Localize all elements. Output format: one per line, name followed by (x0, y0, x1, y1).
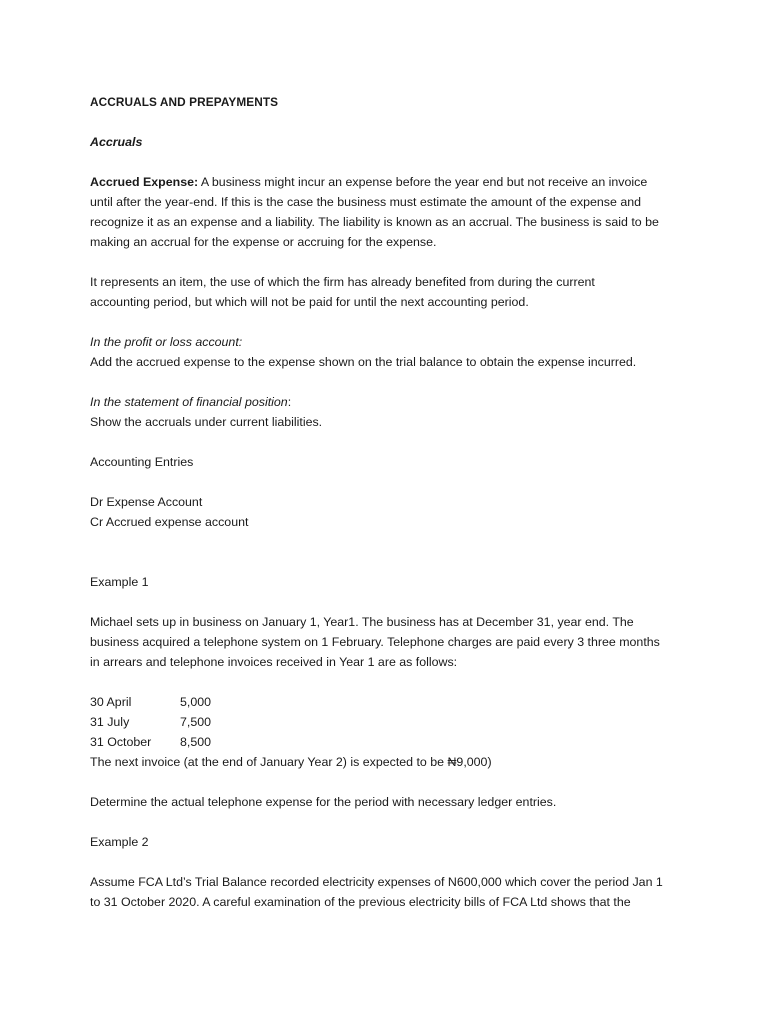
financial-position-heading-line (90, 392, 690, 412)
invoice-date: 31 July (90, 715, 130, 729)
accrued-expense-line-1 (90, 172, 690, 192)
represents-line-2: accounting period, but which will not be paid for until the next accounting period. (90, 295, 529, 309)
invoice-row (90, 732, 690, 752)
profit-loss-heading: In the profit or loss account: (90, 335, 243, 349)
example-2-line-2: to 31 October 2020. A careful examination of the previous electricity bills of FCA Ltd shows that the (90, 895, 631, 909)
example-1-line-1: Michael sets up in business on January 1, Year1. The business has at December 31, year end. The (90, 615, 634, 629)
spacer (90, 552, 690, 572)
spacer (90, 592, 690, 612)
example-1-heading: Example 1 (90, 575, 149, 589)
profit-loss-text: Add the accrued expense to the expense shown on the trial balance to obtain the expense incurred. (90, 355, 637, 369)
spacer (90, 852, 690, 872)
example-1-task: Determine the actual telephone expense for the period with necessary ledger entries. (90, 795, 557, 809)
spacer (90, 672, 690, 692)
spacer (90, 472, 690, 492)
invoice-amount: 8,500 (180, 735, 212, 749)
financial-position-text: Show the accruals under current liabilities. (90, 415, 323, 429)
accrued-expense-line-2: until after the year-end. If this is the case the business must estimate the amount of the expense and (90, 195, 642, 209)
spacer (90, 312, 690, 332)
spacer (90, 112, 690, 132)
accounting-entries-heading: Accounting Entries (90, 455, 194, 469)
invoice-amount: 5,000 (180, 695, 212, 709)
represents-line-1: It represents an item, the use of which the firm has already benefited from during the current (90, 275, 595, 289)
credit-entry: Cr Accrued expense account (90, 515, 249, 529)
accrued-expense-line-3: recognize it as an expense and a liability. The liability is known as an accrual. The business is said to be (90, 215, 659, 229)
invoice-row (90, 692, 690, 712)
accrued-expense-label: Accrued Expense: (90, 175, 199, 189)
example-2-heading: Example 2 (90, 835, 149, 849)
debit-entry: Dr Expense Account (90, 495, 203, 509)
spacer (90, 812, 690, 832)
section-heading-accruals: Accruals (90, 135, 143, 149)
accrued-expense-line-4: making an accrual for the expense or accruing for the expense. (90, 235, 437, 249)
financial-position-heading: In the statement of financial position (90, 395, 288, 409)
spacer (90, 772, 690, 792)
financial-position-colon: : (287, 395, 292, 409)
spacer (90, 252, 690, 272)
spacer (90, 152, 690, 172)
document-page (90, 92, 690, 912)
document-title: ACCRUALS AND PREPAYMENTS (90, 95, 279, 109)
example-2-line-1: Assume FCA Ltd’s Trial Balance recorded electricity expenses of N600,000 which cover the period Jan 1 (90, 875, 663, 889)
invoice-amount: 7,500 (180, 715, 212, 729)
example-1-line-2: business acquired a telephone system on 1 February. Telephone charges are paid every 3 three months (90, 635, 660, 649)
invoice-row (90, 712, 690, 732)
accrued-expense-text: A business might incur an expense before the year end but not receive an invoice (198, 175, 648, 189)
next-invoice-text: The next invoice (at the end of January Year 2) is expected to be ₦9,000) (90, 755, 492, 769)
example-1-line-3: in arrears and telephone invoices received in Year 1 are as follows: (90, 655, 458, 669)
invoice-date: 31 October (90, 735, 152, 749)
spacer (90, 432, 690, 452)
invoice-date: 30 April (90, 695, 132, 709)
spacer (90, 372, 690, 392)
spacer (90, 532, 690, 552)
